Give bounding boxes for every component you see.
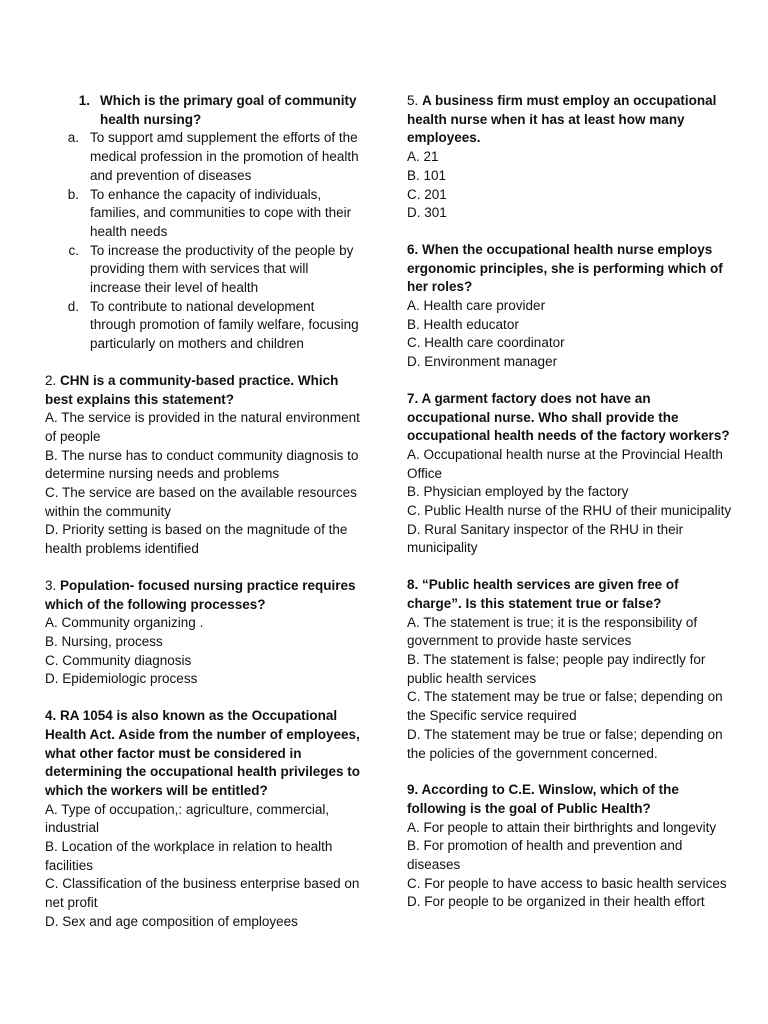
option-text: To enhance the capacity of individuals, families, and communities to cope with their health needs [90, 186, 352, 239]
question-number: 1. [78, 93, 90, 108]
question-stem: 8. “Public health services are given free of charge”. Is this statement true or false? [407, 577, 679, 611]
question-stem [45, 577, 363, 614]
option-b: B. For promotion of health and prevention and diseases [407, 838, 683, 873]
right-column [407, 92, 732, 930]
option-d [45, 298, 363, 354]
option-c: C. Classification of the business enterprise based on net profit [45, 876, 360, 911]
option-c: C. Community diagnosis [45, 652, 192, 668]
question-8 [407, 576, 732, 763]
question-number: 2. [45, 372, 61, 388]
option-d: D. For people to be organized in their health effort [407, 894, 705, 910]
question-stem: 4. RA 1054 is also known as the Occupational Health Act. Aside from the number of employees, what other factor must be considered in determining the occupational health privileges to which the workers will be entitled? [45, 708, 361, 798]
left-column [45, 92, 363, 950]
option-c: C. The service are based on the available resources within the community [45, 485, 357, 519]
option-a: A. 21 [407, 149, 439, 165]
question-9 [407, 781, 732, 912]
question-5 [407, 92, 732, 223]
question-stem: 9. According to C.E. Winslow, which of the following is the goal of Public Health? [407, 782, 679, 816]
option-b: B. Physician employed by the factory [407, 484, 629, 500]
question-3 [45, 577, 363, 689]
question-stem: 7. A garment factory does not have an occupational nurse. Who shall provide the occupational health needs of the factory workers? [407, 390, 730, 444]
option-d: D. Sex and age composition of employees [45, 913, 298, 929]
option-text: To contribute to national development through promotion of family welfare, focusing particularly on mothers and children [90, 298, 359, 352]
question-text: Which is the primary goal of community health nursing? [100, 93, 357, 127]
option-a: A. The statement is true; it is the responsibility of government to provide haste services [407, 614, 698, 649]
question-stem [407, 92, 732, 148]
question-text: Population- focused nursing practice requires which of the following processes? [45, 577, 356, 612]
question-7 [407, 390, 732, 558]
question-stem [45, 372, 363, 409]
option-a: A. Type of occupation,: agriculture, commercial, industrial [45, 801, 330, 836]
option-b: B. The statement is false; people pay indirectly for public health services [407, 651, 706, 686]
option-c: C. For people to have access to basic health services [407, 875, 727, 891]
option-a: A. Health care provider [407, 298, 546, 314]
option-c: C. 201 [407, 186, 447, 202]
option-b: B. Nursing, process [45, 633, 163, 649]
option-d: D. Priority setting is based on the magnitude of the health problems identified [45, 522, 348, 557]
option-a: A. For people to attain their birthrights and longevity [407, 819, 717, 835]
option-a: A. Community organizing . [45, 615, 204, 631]
option-b [45, 186, 363, 242]
option-letter: d. [67, 298, 79, 314]
option-c: C. Health care coordinator [407, 335, 565, 351]
option-d: D. Epidemiologic process [45, 671, 198, 687]
question-stem [45, 92, 363, 129]
option-letter: b. [67, 186, 79, 202]
question-2 [45, 372, 363, 559]
option-text: To increase the productivity of the people by providing them with services that will increase their level of health [90, 242, 354, 296]
option-d: D. Environment manager [407, 354, 558, 370]
option-letter: a. [67, 130, 79, 146]
option-text: To support amd supplement the efforts of the medical profession in the promotion of health and prevention of diseases [90, 130, 359, 183]
question-number: 5. [407, 93, 423, 108]
question-text: A business firm must employ an occupational health nurse when it has at least how many employees. [407, 93, 717, 146]
question-stem: 6. When the occupational health nurse employs ergonomic principles, she is performing which of her roles? [407, 241, 723, 295]
option-d: D. 301 [407, 205, 447, 221]
question-number: 3. [45, 577, 61, 593]
option-d: D. Rural Sanitary inspector of the RHU in their municipality [407, 521, 684, 556]
question-text: CHN is a community-based practice. Which best explains this statement? [45, 372, 339, 407]
question-6 [407, 241, 732, 372]
option-b: B. 101 [407, 167, 447, 183]
option-b: B. Health educator [407, 316, 519, 332]
option-b: B. Location of the workplace in relation to health facilities [45, 839, 333, 873]
option-c: C. The statement may be true or false; depending on the Specific service required [407, 689, 723, 724]
option-letter: c. [68, 242, 79, 258]
option-c [45, 242, 363, 298]
option-a: A. Occupational health nurse at the Provincial Health Office [407, 446, 723, 481]
question-4 [45, 707, 363, 931]
option-b: B. The nurse has to conduct community diagnosis to determine nursing needs and problems [45, 447, 359, 482]
option-a [45, 129, 363, 185]
option-d: D. The statement may be true or false; depending on the policies of the government concerned. [407, 726, 723, 761]
option-c: C. Public Health nurse of the RHU of their municipality [407, 503, 732, 519]
option-a: A. The service is provided in the natural environment of people [45, 410, 360, 444]
question-1 [45, 92, 363, 354]
